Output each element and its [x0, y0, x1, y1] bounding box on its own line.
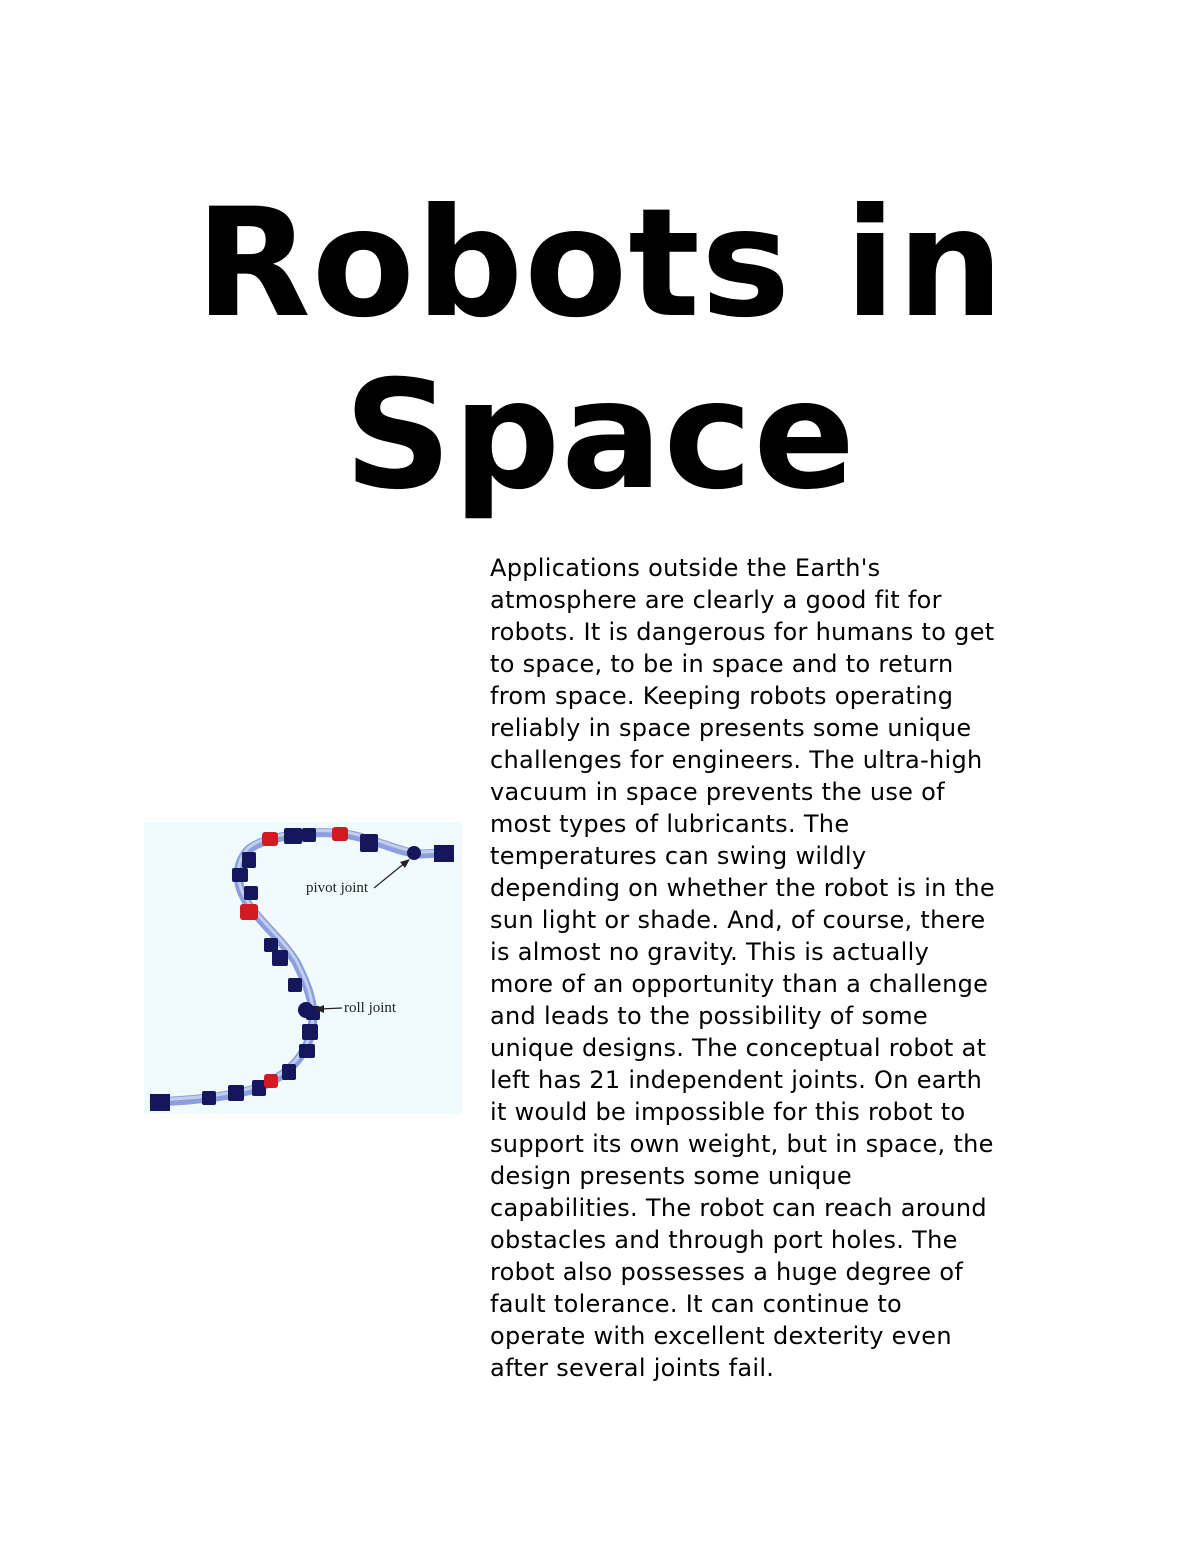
body-line: sun light or shade. And, of course, there: [490, 906, 986, 934]
body-line: from space. Keeping robots operating: [490, 682, 954, 710]
robot-end-base: [150, 1094, 170, 1111]
body-line: reliably in space presents some unique: [490, 714, 972, 742]
roll-joint: [407, 846, 421, 860]
roll-joint: [228, 1085, 244, 1101]
body-line: fault tolerance. It can continue to: [490, 1290, 903, 1318]
snake-robot-illustration: [144, 822, 462, 1114]
body-line: most types of lubricants. The: [490, 810, 850, 838]
roll-joint: [302, 1024, 318, 1040]
roll-joint: [284, 828, 302, 844]
body-line: vacuum in space prevents the use of: [490, 778, 945, 806]
body-line: capabilities. The robot can reach around: [490, 1194, 987, 1222]
roll-joint: [272, 950, 288, 966]
page-title: [0, 178, 1200, 522]
title-line-1: Robots in: [195, 177, 1005, 351]
roll-joint: [282, 1064, 296, 1080]
roll-joint: [202, 1091, 216, 1105]
pivot-joint-arrowhead: [400, 859, 410, 868]
body-line: to space, to be in space and to return: [490, 650, 954, 678]
body-line: operate with excellent dexterity even: [490, 1322, 952, 1350]
body-line: support its own weight, but in space, the: [490, 1130, 994, 1158]
body-line: atmosphere are clearly a good fit for: [490, 586, 942, 614]
pivot-joint: [332, 827, 348, 841]
roll-joint: [232, 868, 248, 882]
roll-joint: [242, 852, 256, 868]
body-paragraph: [490, 552, 1062, 1384]
body-line: robot also possesses a huge degree of: [490, 1258, 964, 1286]
roll-joint: [299, 1044, 315, 1058]
pivot-joint: [264, 1074, 278, 1088]
body-line: after several joints fail.: [490, 1354, 775, 1382]
pivot-joint-pointer: [374, 862, 406, 888]
roll-joint-label: roll joint: [344, 1000, 397, 1016]
robot-end-tip: [434, 845, 454, 862]
body-line: it would be impossible for this robot to: [490, 1098, 966, 1126]
roll-joint: [302, 828, 316, 842]
title-line-2: Space: [343, 349, 857, 523]
roll-joint: [264, 938, 278, 952]
roll-joint: [360, 834, 378, 852]
roll-joints: [202, 828, 421, 1105]
body-line: and leads to the possibility of some: [490, 1002, 928, 1030]
roll-joint: [298, 1002, 314, 1018]
body-line: unique designs. The conceptual robot at: [490, 1034, 987, 1062]
pivot-joint: [262, 832, 278, 846]
body-line: obstacles and through port holes. The: [490, 1226, 958, 1254]
body-line: Applications outside the Earth's: [490, 554, 881, 582]
roll-joint: [244, 886, 258, 900]
pivot-joint: [240, 904, 258, 920]
body-line: depending on whether the robot is in the: [490, 874, 995, 902]
roll-joint: [252, 1080, 266, 1096]
body-line: more of an opportunity than a challenge: [490, 970, 989, 998]
pivot-joint-label: pivot joint: [306, 880, 369, 896]
body-line: robots. It is dangerous for humans to get: [490, 618, 995, 646]
roll-joint: [288, 978, 302, 992]
body-line: challenges for engineers. The ultra-high: [490, 746, 983, 774]
body-line: design presents some unique: [490, 1162, 852, 1190]
snake-robot-figure: [144, 822, 462, 1114]
body-line: temperatures can swing wildly: [490, 842, 867, 870]
body-line: left has 21 independent joints. On earth: [490, 1066, 983, 1094]
body-line: is almost no gravity. This is actually: [490, 938, 930, 966]
